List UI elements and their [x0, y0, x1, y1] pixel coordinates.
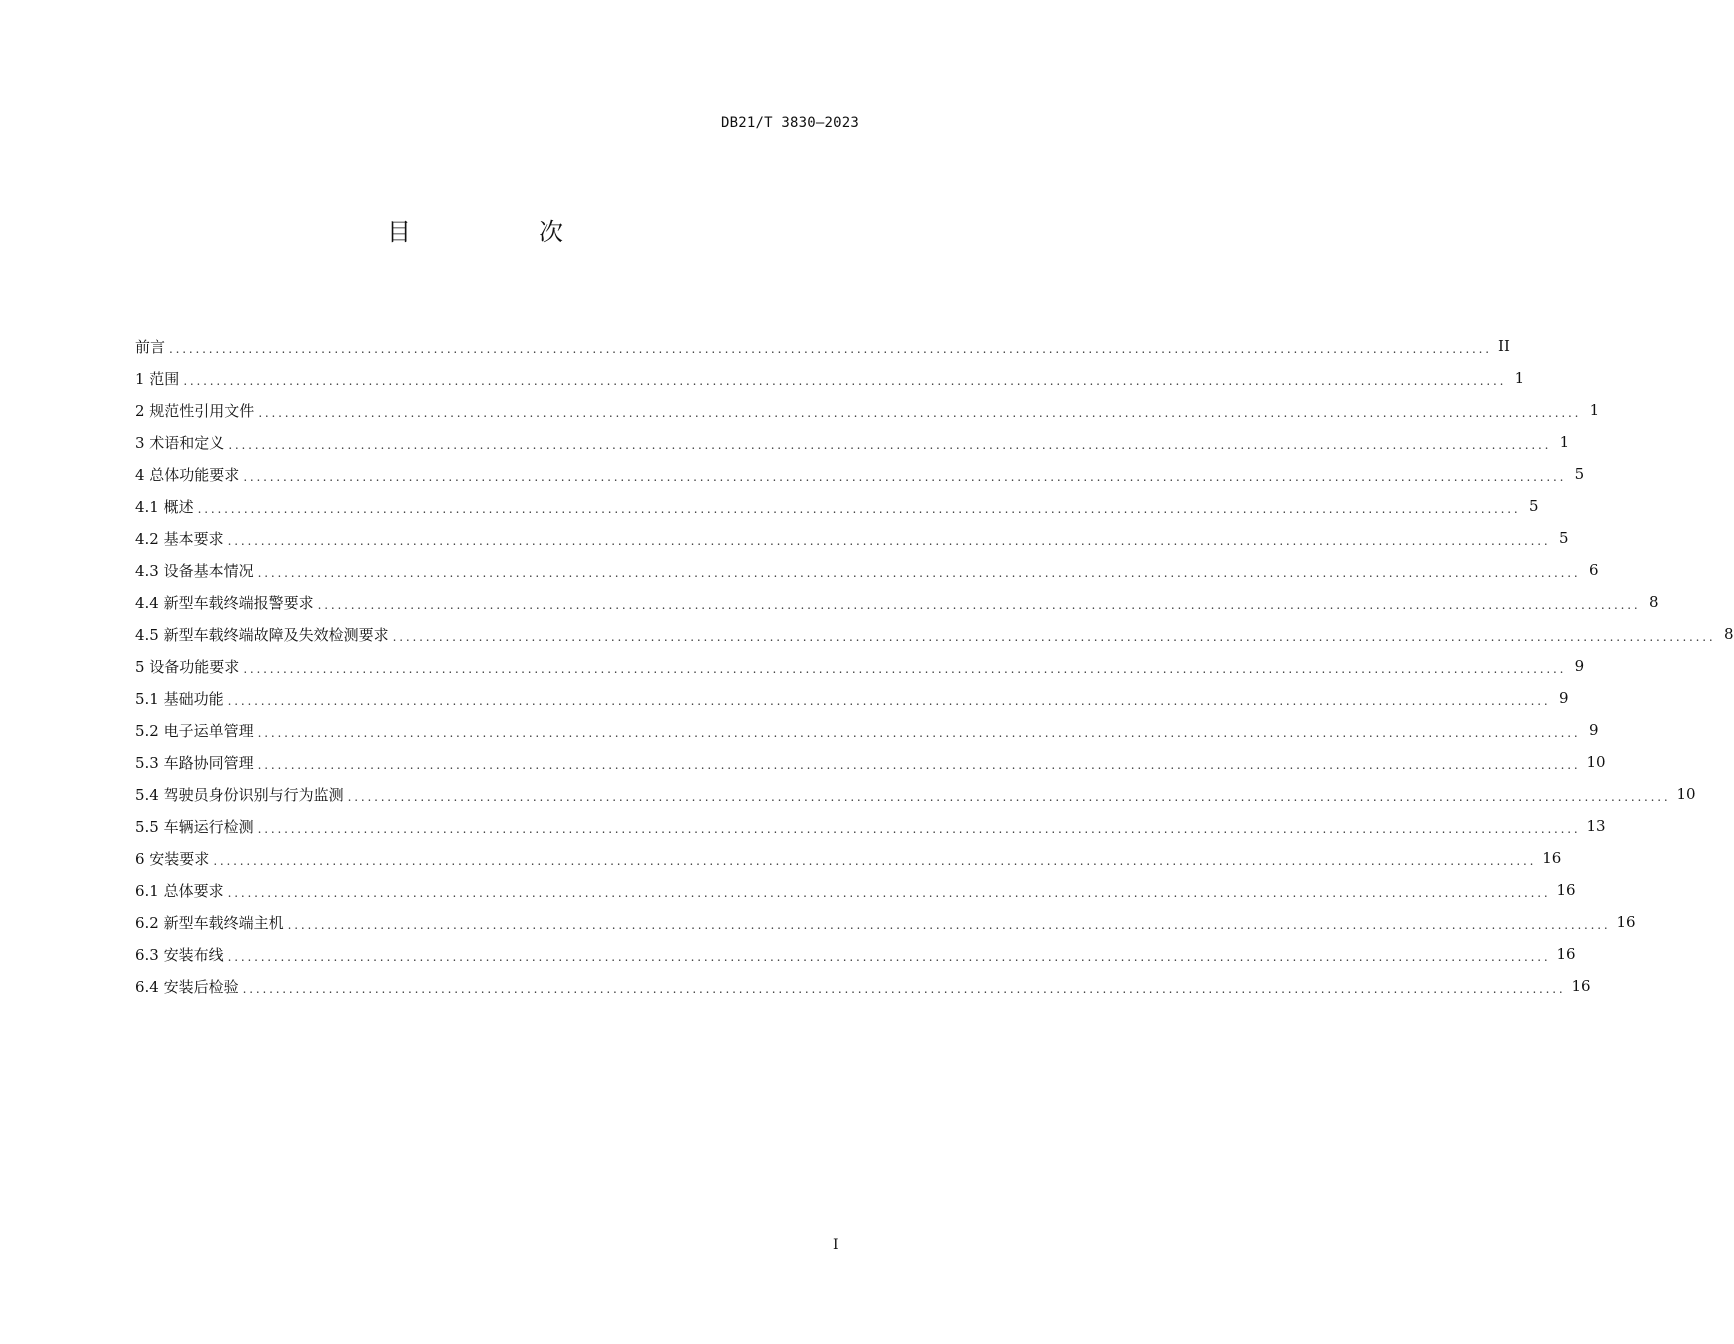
toc-entry-label: 4.2 基本要求 [135, 529, 224, 548]
toc-entry[interactable] [135, 362, 1525, 394]
toc-dot-leader: ........................................................................................................................................................................................................ [242, 981, 1566, 996]
toc-entry-page: 5 [1574, 465, 1585, 483]
toc-dot-leader: ........................................................................................................................................................................................................ [227, 693, 1551, 708]
toc-dot-leader: ........................................................................................................................................................................................................ [227, 949, 1551, 964]
toc-dot-leader: ........................................................................................................................................................................................................ [257, 757, 1581, 772]
toc-entry-label: 5 设备功能要求 [135, 657, 240, 676]
toc-entry-page: 16 [1542, 849, 1562, 867]
toc-dot-leader: ........................................................................................................................................................................................................ [257, 725, 1581, 740]
toc-entry[interactable] [135, 458, 1585, 490]
toc-entry-page: 13 [1586, 817, 1606, 835]
document-code: DB21/T 3830—2023 [720, 115, 859, 131]
toc-entry-page: 10 [1676, 785, 1696, 803]
toc-entry-page: 16 [1556, 945, 1576, 963]
toc-entry[interactable] [135, 650, 1585, 682]
toc-entry-label: 6.3 安装布线 [135, 945, 224, 964]
toc-entry-label: 4.3 设备基本情况 [135, 561, 254, 580]
toc-entry-page: 6 [1588, 561, 1599, 579]
toc-entry[interactable] [135, 394, 1600, 426]
toc-dot-leader: ........................................................................................................................................................................................................ [169, 341, 1492, 356]
page-number: I [833, 1237, 839, 1253]
toc-entry[interactable] [135, 522, 1569, 554]
toc-entry-page: 8 [1648, 593, 1659, 611]
toc-entry[interactable] [135, 330, 1510, 362]
toc-entry[interactable] [135, 874, 1576, 906]
toc-dot-leader: ........................................................................................................................................................................................................ [392, 629, 1716, 644]
toc-dot-leader: ........................................................................................................................................................................................................ [347, 789, 1671, 804]
toc-entry[interactable] [135, 426, 1570, 458]
toc-dot-leader: ........................................................................................................................................................................................................ [228, 437, 1552, 452]
toc-entry-page: 10 [1586, 753, 1606, 771]
toc-entry-label: 4.5 新型车载终端故障及失效检测要求 [135, 625, 389, 644]
toc-dot-leader: ........................................................................................................................................................................................................ [227, 533, 1551, 548]
toc-entry-label: 6.2 新型车载终端主机 [135, 913, 284, 932]
toc-entry-page: 16 [1616, 913, 1636, 931]
toc-entry-label: 5.1 基础功能 [135, 689, 224, 708]
toc-entry-page: 1 [1514, 369, 1525, 387]
toc-entry[interactable] [135, 554, 1599, 586]
toc-entry-page: 9 [1588, 721, 1599, 739]
toc-dot-leader: ........................................................................................................................................................................................................ [257, 821, 1581, 836]
toc-entry-page: 16 [1571, 977, 1591, 995]
toc-dot-leader: ........................................................................................................................................................................................................ [287, 917, 1611, 932]
toc-entry-label: 前言 [135, 337, 166, 356]
toc-entry[interactable] [135, 618, 1734, 650]
toc-dot-leader: ........................................................................................................................................................................................................ [243, 661, 1567, 676]
toc-entry[interactable] [135, 970, 1591, 1002]
toc-entry-page: 9 [1574, 657, 1585, 675]
toc-entry[interactable] [135, 778, 1696, 810]
toc-entry-label: 6.4 安装后检验 [135, 977, 239, 996]
toc-entry-label: 5.5 车辆运行检测 [135, 817, 254, 836]
toc-entry-label: 6.1 总体要求 [135, 881, 224, 900]
toc-entry-label: 4 总体功能要求 [135, 465, 240, 484]
table-of-contents [135, 330, 1734, 1002]
toc-entry-page: 16 [1556, 881, 1576, 899]
toc-dot-leader: ........................................................................................................................................................................................................ [257, 565, 1581, 580]
toc-entry[interactable] [135, 906, 1636, 938]
toc-entry-page: 8 [1723, 625, 1734, 643]
toc-entry-label: 5.4 驾驶员身份识别与行为监测 [135, 785, 344, 804]
toc-dot-leader: ........................................................................................................................................................................................................ [197, 501, 1521, 516]
toc-dot-leader: ........................................................................................................................................................................................................ [227, 885, 1551, 900]
toc-entry-label: 4.1 概述 [135, 497, 194, 516]
toc-entry-page: 1 [1559, 433, 1570, 451]
toc-entry-label: 4.4 新型车载终端报警要求 [135, 593, 314, 612]
toc-entry-page: II [1498, 337, 1510, 355]
toc-entry-label: 5.3 车路协同管理 [135, 753, 254, 772]
toc-dot-leader: ........................................................................................................................................................................................................ [243, 469, 1567, 484]
toc-entry[interactable] [135, 682, 1569, 714]
toc-entry-label: 5.2 电子运单管理 [135, 721, 254, 740]
toc-entry-label: 1 范围 [135, 369, 180, 388]
toc-dot-leader: ........................................................................................................................................................................................................ [213, 853, 1537, 868]
toc-entry[interactable] [135, 842, 1562, 874]
toc-entry[interactable] [135, 586, 1659, 618]
toc-entry-label: 6 安装要求 [135, 849, 210, 868]
toc-dot-leader: ........................................................................................................................................................................................................ [258, 405, 1582, 420]
toc-entry-label: 2 规范性引用文件 [135, 401, 255, 420]
toc-entry-label: 3 术语和定义 [135, 433, 225, 452]
toc-entry[interactable] [135, 714, 1599, 746]
toc-entry[interactable] [135, 938, 1576, 970]
page-title: 目 次 [387, 218, 615, 246]
toc-dot-leader: ........................................................................................................................................................................................................ [183, 373, 1507, 388]
toc-dot-leader: ........................................................................................................................................................................................................ [317, 597, 1641, 612]
toc-entry-page: 5 [1528, 497, 1539, 515]
toc-entry[interactable] [135, 490, 1539, 522]
toc-entry-page: 9 [1558, 689, 1569, 707]
toc-entry-page: 5 [1558, 529, 1569, 547]
toc-entry[interactable] [135, 810, 1606, 842]
toc-entry-page: 1 [1589, 401, 1600, 419]
toc-entry[interactable] [135, 746, 1606, 778]
